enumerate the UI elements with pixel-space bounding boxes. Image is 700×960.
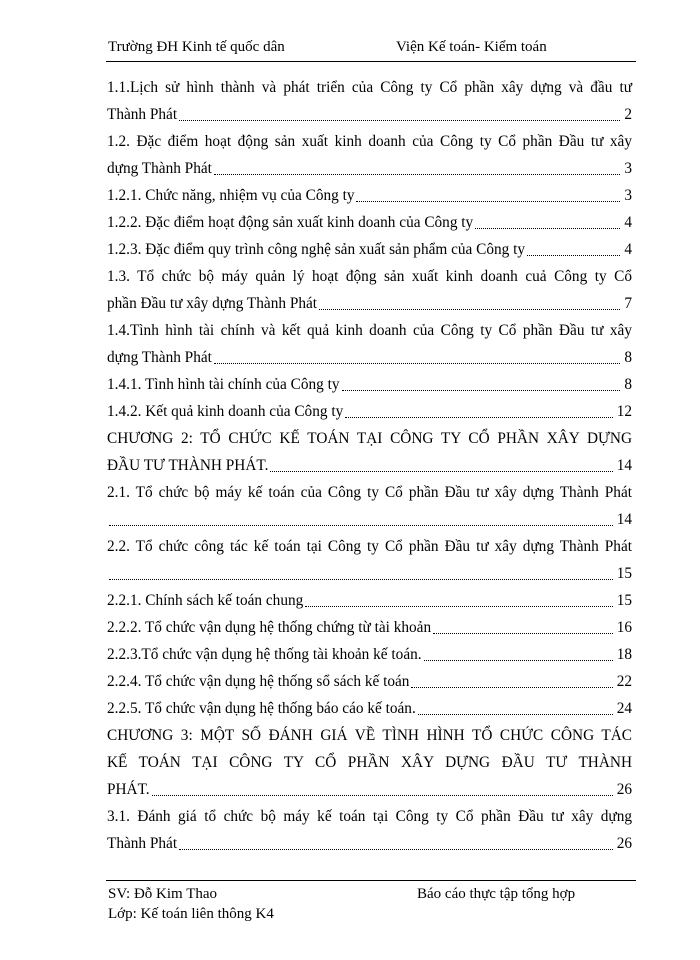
toc-entry-title: 1.3. Tổ chức bộ máy quản lý hoạt động sản xuất kinh doanh cuả Công ty Cổ bbox=[107, 268, 632, 285]
toc-entry[interactable] bbox=[107, 668, 632, 695]
toc-entry-title-cont: dựng Thành Phát bbox=[107, 160, 212, 177]
footer-class: Lớp: Kế toán liên thông K4 bbox=[108, 906, 274, 922]
footer-report-title: Báo cáo thực tập tổng hợp bbox=[417, 886, 576, 902]
leader-dots bbox=[319, 299, 620, 310]
toc-entry-title: 2.2.3.Tổ chức vận dụng hệ thống tài khoản kế toán. bbox=[107, 646, 422, 663]
toc-entry[interactable] bbox=[107, 398, 632, 425]
toc-page-number: 15 bbox=[616, 592, 632, 609]
leader-dots bbox=[527, 245, 620, 256]
leader-dots bbox=[179, 110, 620, 121]
leader-dots bbox=[214, 353, 620, 364]
leader-dots bbox=[179, 839, 613, 850]
leader-dots bbox=[418, 704, 613, 715]
leader-dots bbox=[411, 677, 612, 688]
leader-dots bbox=[109, 515, 613, 526]
toc-entry-title: 2.2.5. Tổ chức vận dụng hệ thống báo cáo kế toán. bbox=[107, 700, 416, 717]
toc-entry[interactable] bbox=[107, 371, 632, 398]
leader-dots bbox=[424, 650, 613, 661]
toc-entry[interactable] bbox=[107, 236, 632, 263]
leader-dots bbox=[342, 380, 621, 391]
footer-rule bbox=[106, 880, 636, 881]
toc-entry-title: 2.1. Tổ chức bộ máy kế toán của Công ty Cổ phần Đầu tư xây dựng Thành Phát bbox=[107, 484, 632, 501]
toc-chapter-title-end: PHÁT. bbox=[107, 781, 150, 798]
toc-chapter-entry[interactable] bbox=[107, 722, 632, 803]
toc-entry[interactable] bbox=[107, 182, 632, 209]
toc-chapter-entry[interactable] bbox=[107, 425, 632, 479]
toc-page-number: 26 bbox=[616, 781, 632, 798]
toc-entry-title-cont: Thành Phát bbox=[107, 106, 178, 123]
toc-entry[interactable] bbox=[107, 641, 632, 668]
toc-page-number: 16 bbox=[616, 619, 632, 636]
toc-page-number: 3 bbox=[624, 160, 632, 177]
toc-chapter-title: CHƯƠNG 2: TỔ CHỨC KẾ TOÁN TẠI CÔNG TY CỔ PHẦN XÂY DỰNG bbox=[107, 430, 632, 447]
leader-dots bbox=[270, 461, 612, 472]
toc-chapter-title: CHƯƠNG 3: MỘT SỐ ĐÁNH GIÁ VỀ TÌNH HÌNH TỔ CHỨC CÔNG TÁC bbox=[107, 727, 632, 744]
toc-page-number: 26 bbox=[616, 835, 632, 852]
toc-page-number: 8 bbox=[624, 376, 632, 393]
toc-entry-title: 1.2. Đặc điểm hoạt động sản xuất kinh doanh của Công ty Cổ phần Đầu tư xây bbox=[107, 133, 632, 150]
toc-page-number: 12 bbox=[616, 403, 632, 420]
toc-entry-title-cont: Thành Phát bbox=[107, 835, 178, 852]
toc-entry[interactable] bbox=[107, 614, 632, 641]
toc-page-number: 8 bbox=[624, 349, 632, 366]
toc-entry[interactable] bbox=[107, 128, 632, 182]
toc-page-number: 14 bbox=[616, 457, 632, 474]
toc-page-number: 4 bbox=[624, 241, 632, 258]
toc-page-number: 24 bbox=[616, 700, 632, 717]
toc-entry-title: 1.2.1. Chức năng, nhiệm vụ của Công ty bbox=[107, 187, 355, 204]
table-of-contents bbox=[107, 74, 632, 857]
toc-entry[interactable] bbox=[107, 533, 632, 587]
leader-dots bbox=[152, 785, 613, 796]
toc-entry-title-cont: phần Đầu tư xây dựng Thành Phát bbox=[107, 295, 318, 312]
toc-entry[interactable] bbox=[107, 803, 632, 857]
toc-page-number: 7 bbox=[624, 295, 632, 312]
toc-entry-title: 1.2.2. Đặc điểm hoạt động sản xuất kinh doanh của Công ty bbox=[107, 214, 474, 231]
toc-entry-title: 2.2.4. Tổ chức vận dụng hệ thống sổ sách kế toán bbox=[107, 673, 410, 690]
toc-entry-title: 2.2. Tổ chức công tác kế toán tại Công ty Cổ phần Đầu tư xây dựng Thành Phát bbox=[107, 538, 632, 555]
leader-dots bbox=[433, 623, 613, 634]
toc-entry[interactable] bbox=[107, 74, 632, 128]
leader-dots bbox=[214, 164, 620, 175]
toc-entry-title: 3.1. Đánh giá tổ chức bộ máy kế toán tại Công ty Cổ phần Đầu tư xây dựng bbox=[107, 808, 632, 825]
toc-entry-title: 1.4.1. Tình hình tài chính của Công ty bbox=[107, 376, 340, 393]
leader-dots bbox=[345, 407, 612, 418]
page-header bbox=[108, 39, 636, 61]
toc-entry-title: 1.4.2. Kết quả kinh doanh của Công ty bbox=[107, 403, 344, 420]
toc-entry[interactable] bbox=[107, 209, 632, 236]
toc-page-number: 2 bbox=[624, 106, 632, 123]
toc-entry-title-cont: dựng Thành Phát bbox=[107, 349, 212, 366]
header-institute: Viện Kế toán- Kiểm toán bbox=[396, 39, 547, 55]
toc-entry[interactable] bbox=[107, 317, 632, 371]
toc-page-number: 18 bbox=[616, 646, 632, 663]
leader-dots bbox=[109, 569, 613, 580]
toc-entry[interactable] bbox=[107, 263, 632, 317]
toc-page-number: 15 bbox=[616, 565, 632, 582]
toc-entry-title: 1.2.3. Đặc điểm quy trình công nghệ sản xuất sản phẩm của Công ty bbox=[107, 241, 526, 258]
footer-student: SV: Đỗ Kim Thao bbox=[108, 886, 218, 902]
leader-dots bbox=[305, 596, 612, 607]
toc-entry-title: 2.2.1. Chính sách kế toán chung bbox=[107, 592, 304, 609]
toc-entry[interactable] bbox=[107, 587, 632, 614]
toc-entry[interactable] bbox=[107, 695, 632, 722]
toc-page-number: 3 bbox=[624, 187, 632, 204]
toc-page-number: 22 bbox=[616, 673, 632, 690]
toc-chapter-title-cont: ĐẦU TƯ THÀNH PHÁT. bbox=[107, 457, 269, 474]
toc-page-number: 4 bbox=[624, 214, 632, 231]
leader-dots bbox=[475, 218, 620, 229]
toc-entry-title: 1.1.Lịch sử hình thành và phát triển của Công ty Cổ phần xây dựng và đầu tư bbox=[107, 79, 632, 96]
toc-entry-title: 1.4.Tình hình tài chính và kết quả kinh doanh của Công ty Cổ phần Đầu tư xây bbox=[107, 322, 632, 339]
toc-entry[interactable] bbox=[107, 479, 632, 533]
header-rule bbox=[106, 61, 636, 62]
toc-page-number: 14 bbox=[616, 511, 632, 528]
toc-entry-title: 2.2.2. Tổ chức vận dụng hệ thống chứng từ tài khoản bbox=[107, 619, 432, 636]
page-footer bbox=[108, 884, 628, 924]
toc-chapter-title-cont: KẾ TOÁN TẠI CÔNG TY CỔ PHẦN XÂY DỰNG ĐẦU TƯ THÀNH bbox=[107, 754, 632, 771]
header-university: Trường ĐH Kinh tế quốc dân bbox=[108, 39, 285, 55]
leader-dots bbox=[356, 191, 620, 202]
